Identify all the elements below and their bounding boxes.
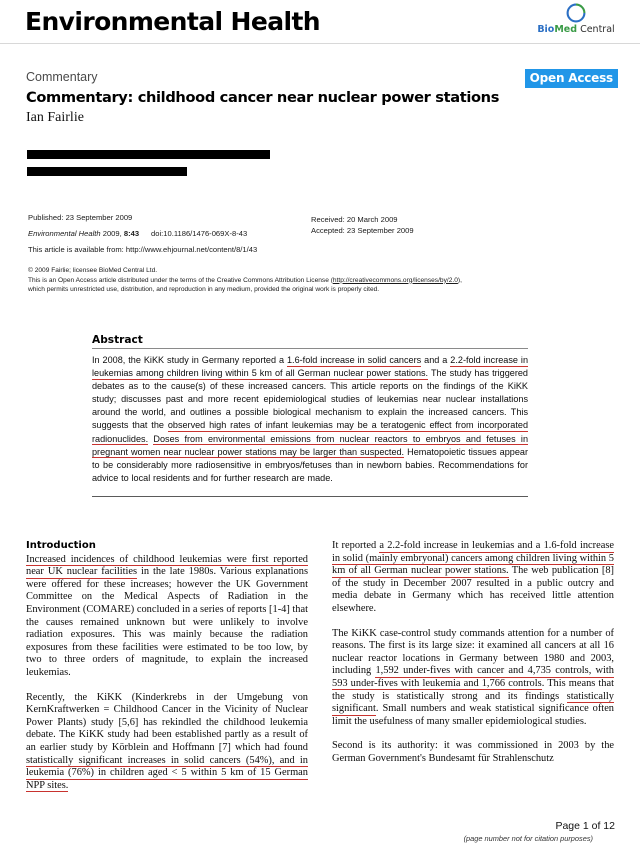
- license-url-link[interactable]: http://creativecommons.org/licenses/by/2.0: [332, 276, 458, 284]
- article-url-line[interactable]: This article is available from: http://www.ehjournal.net/content/8/1/43: [28, 245, 258, 254]
- right-p2-text-a: The KiKK case-control study commands attention for a number of reasons. The first is its large size: it examined all cancers at all 16 nuclear reactor locations in Germany between 1980 and 2003, including: [332, 627, 614, 677]
- right-paragraph-2: [332, 628, 614, 729]
- intro-paragraph-2: [26, 692, 308, 793]
- abstract-seg-1: In 2008, the KiKK study in Germany reported a: [92, 355, 287, 365]
- abstract-highlight-2: 2.2-fold increase in leukemias among children living within 5 km of all German nuclear power stations.: [92, 355, 529, 379]
- abstract-bottom-divider: [92, 496, 528, 497]
- license-text-after: ),: [457, 276, 462, 284]
- logo-text-central: Central: [580, 24, 615, 35]
- biomed-arc-icon: [563, 2, 589, 24]
- intro-p1-highlight: Increased incidences of childhood leukemias were first reported near UK nuclear facilities: [26, 553, 308, 578]
- redaction-bar-email: [27, 167, 187, 176]
- citation-journal: Environmental Health: [28, 229, 101, 238]
- logo-text-med: Med: [554, 24, 578, 35]
- citation-line: [28, 230, 318, 238]
- publication-meta-left: [28, 214, 318, 254]
- abstract-top-divider: [92, 348, 528, 349]
- page-number-note: (page number not for citation purposes): [463, 834, 593, 843]
- abstract-seg-5: Hematopoietic tissues appear to be considerably more radiosensitive in embryos/fetuses than in newborn babies. Recommendations for advice to local residents and for further research are made.: [92, 446, 528, 483]
- right-p2-text-b: . This means that the study is statistically strong and its findings: [332, 677, 614, 702]
- citation-doi: doi:10.1186/1476-069X-8-43: [151, 229, 248, 238]
- biomed-central-wordmark: [520, 24, 632, 35]
- abstract-body: [92, 354, 528, 485]
- body-column-left: [26, 540, 308, 792]
- abstract-heading: Abstract: [92, 334, 143, 346]
- intro-paragraph-1: [26, 554, 308, 680]
- abstract-highlight-3: observed high rates of infant leukemias may be a teratogenic effect from incorporated radionuclides.: [92, 420, 529, 444]
- accepted-date: Accepted: 23 September 2009: [311, 226, 414, 235]
- introduction-heading: Introduction: [26, 540, 96, 551]
- right-p2-highlight-1: 1,592 under-fives with cancer and 4,735 controls, with 593 under-fives with leukemia and 1,766 controls: [332, 665, 614, 689]
- citation-volume-page: 8:43: [123, 229, 140, 238]
- citation-year: 2009,: [100, 229, 124, 238]
- right-p2-text-c: . Small numbers and weak statistical significance often limit the usefulness of many smaller epidemiological studies.: [332, 703, 614, 727]
- right-paragraph-3: Second is its authority: it was commissioned in 2003 by the German Government's Bundesamt für Strahlenschutz: [332, 740, 614, 764]
- page-title: Commentary: childhood cancer near nuclear power stations: [26, 89, 500, 106]
- masthead: [0, 0, 640, 44]
- intro-p2-highlight: statistically significant increases in solid cancers (54%), and in leukemia (76%) in children aged < 5 within 5 km of 15 German NPP sites.: [26, 754, 308, 791]
- abstract-seg-3: The study has triggered debates as to the cause(s) of these increased cancers. This article reports on the findings of the KiKK study; discusses past and more recent epidemiological studies of leukemias near nuclear installations around the world, and outlines a possible biological mechanism to explain the increased cancers. This suggests that the: [92, 368, 528, 431]
- copyright-line: © 2009 Fairlie; licensee BioMed Central Ltd.: [28, 267, 158, 274]
- biomed-central-logo: [520, 2, 632, 40]
- right-p1-text-b: The web publication [8] of the study in December 2007 resulted in a public outcry and media debate in Germany which has received little attention elsewhere.: [332, 565, 615, 614]
- license-block: [28, 266, 613, 295]
- publication-meta-right: [311, 214, 561, 236]
- right-p1-text-a: It reported: [332, 540, 380, 551]
- intro-p2-text: Recently, the KiKK (Kinderkrebs in der Umgebung von KernKraftwerken = Childhood Cancer in the Vicinity of Nuclear Power Plants) study [5,6] has rekindled the childhood leukemia debate. The KiKK study had been established partly as a result of an earlier study by Körblein and Hoffmann [7] which had found: [26, 691, 308, 753]
- published-date: Published: 23 September 2009: [28, 213, 133, 222]
- right-paragraph-1: [332, 540, 614, 616]
- abstract-highlight-4: Doses from environmental emissions from nuclear reactors to embryos and fetuses in pregnant women near nuclear power stations may be larger than suspected.: [92, 433, 528, 457]
- body-column-right: [332, 540, 614, 766]
- license-line-1: [28, 276, 613, 286]
- page-number: Page 1 of 12: [555, 820, 615, 832]
- right-p1-highlight: a 2.2-fold increase in leukemias and a 1.6-fold increase in solid (mainly embryonal) cancers among children living within 5 km of all German nuclear power stations.: [332, 540, 614, 577]
- redaction-bar-affiliation: [27, 150, 270, 159]
- right-p2-highlight-2: statistically significant: [332, 690, 614, 715]
- license-text-before: This is an Open Access article distributed under the terms of the Creative Commons Attribution License (: [28, 276, 333, 284]
- intro-p1-rest: in the late 1980s. Various explanations were offered for these increases; however the UK Government Committee on the Medical Aspects of Radiation in the Environment (COMARE) concluded in a series of reports [1-4] that the causes remained unknown but were unlikely to involve radiation exposures. This was mainly because the radiation exposures from these facilities were estimated to be too low, by two to three orders of magnitude, to explain the increased leukemias.: [26, 566, 309, 678]
- article-type-label: Commentary: [26, 70, 98, 84]
- received-date: Received: 20 March 2009: [311, 215, 398, 224]
- journal-title: Environmental Health: [25, 7, 321, 36]
- body-columns: [26, 540, 614, 810]
- logo-text-bio: Bio: [537, 24, 555, 35]
- open-access-badge[interactable]: Open Access: [525, 69, 618, 88]
- page-footer: [315, 820, 615, 843]
- license-line-2: which permits unrestricted use, distribution, and reproduction in any medium, provided the original work is properly cited.: [28, 286, 380, 293]
- abstract-seg-2: and a: [421, 355, 451, 365]
- abstract-highlight-1: 1.6-fold increase in solid cancers: [287, 355, 422, 365]
- author-name: Ian Fairlie: [26, 110, 84, 125]
- abstract-section: [92, 334, 528, 497]
